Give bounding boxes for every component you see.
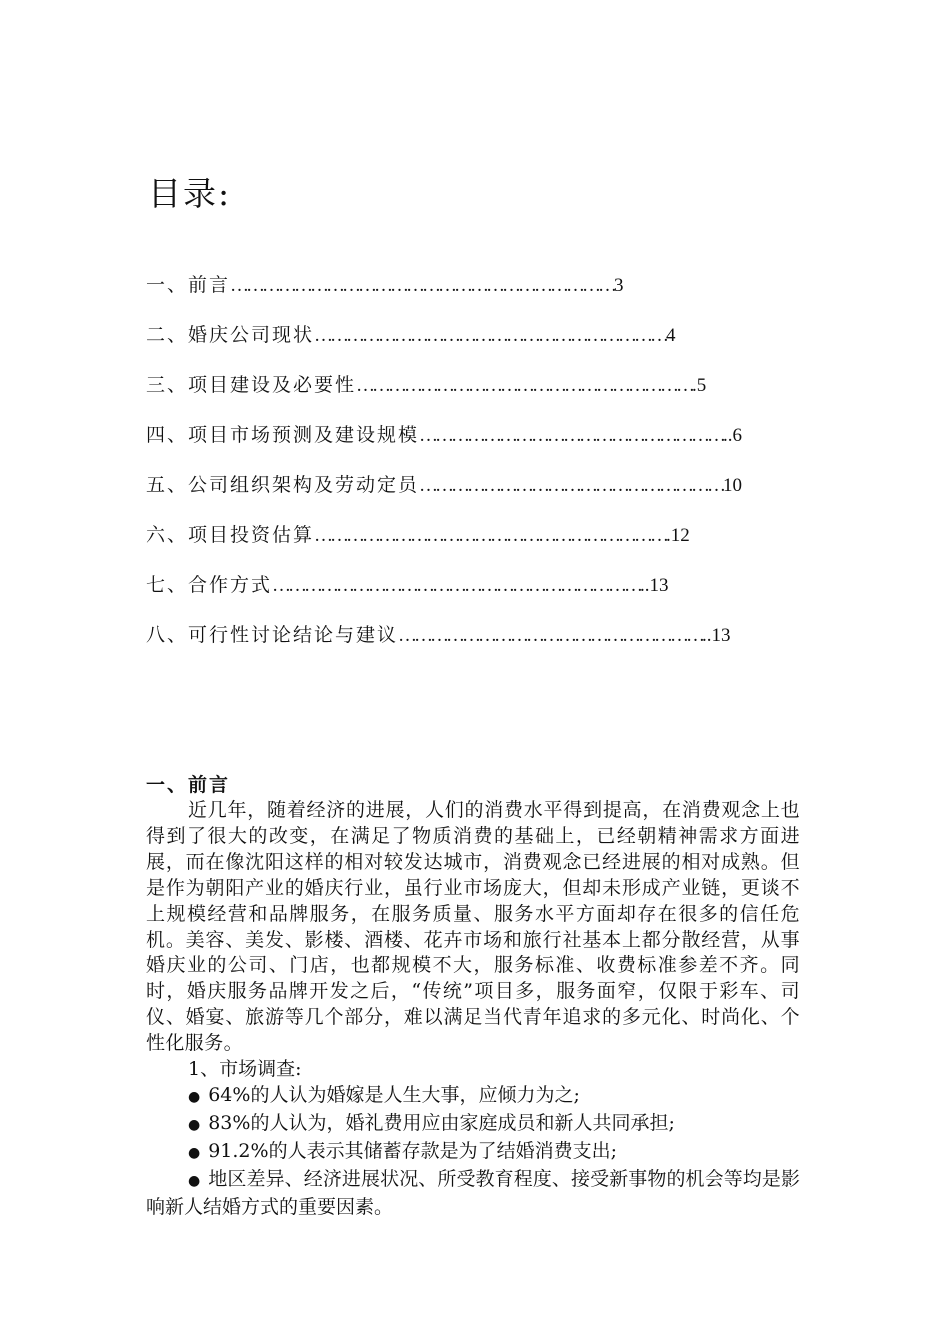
toc-entry (146, 420, 742, 470)
bullet-icon: ● (188, 1144, 201, 1161)
toc-entry-leader: ………………………………………………………… (314, 325, 667, 346)
toc-entry-page: ..13 (640, 575, 669, 596)
toc-entry-label: 八、可行性讨论结论与建议 (146, 624, 399, 646)
toc-entry (146, 470, 742, 520)
toc-entry-leader: ……………………………………………………… (356, 375, 693, 396)
list-item (146, 1139, 800, 1167)
toc-entry-label: 七、合作方式 (146, 574, 273, 596)
bullet-icon: ● (188, 1172, 201, 1189)
toc-entry-label: 二、婚庆公司现状 (146, 324, 315, 346)
bullet-list (146, 1083, 800, 1221)
toc-entry-leader: ………………………………………………… (419, 425, 724, 446)
list-item (146, 1167, 800, 1221)
toc-entry-page: .12 (666, 525, 690, 546)
preface-section (146, 772, 800, 1221)
toc-entry-leader: ………………………………………………… (398, 625, 703, 646)
toc-entry-leader: …………………………………………………………… (272, 575, 641, 596)
table-of-contents (146, 270, 742, 670)
toc-entry (146, 370, 742, 420)
toc-entry-label: 一、前言 (146, 274, 231, 296)
list-item-text: 地区差异、经济进展状况、所受教育程度、接受新事物的机会等均是影响新人结婚方式的重要因素。 (146, 1167, 800, 1218)
toc-entry-page: ..13 (702, 625, 731, 646)
list-item-text: 91.2%的人表示其储蓄存款是为了结婚消费支出; (208, 1139, 617, 1162)
toc-entry-page: 4 (666, 325, 676, 346)
toc-entry-page: 10 (723, 475, 743, 496)
toc-entry-leader: ………………………………………………………… (314, 525, 667, 546)
toc-entry-page: .5 (692, 375, 707, 396)
toc-entry (146, 620, 742, 670)
list-item-text: 83%的人认为，婚礼费用应由家庭成员和新人共同承担; (208, 1111, 675, 1134)
bullet-icon: ● (188, 1116, 201, 1133)
toc-entry (146, 270, 742, 320)
toc-entry (146, 520, 742, 570)
toc-entry-label: 六、项目投资估算 (146, 524, 315, 546)
subheading: 1、市场调查: (188, 1058, 302, 1081)
bullet-icon: ● (188, 1088, 201, 1105)
list-item (146, 1111, 800, 1139)
toc-entry-label: 五、公司组织架构及劳动定员 (146, 474, 420, 496)
body-paragraph: 近几年，随着经济的进展，人们的消费水平得到提高，在消费观念上也得到了很大的改变，在满足了物质消费的基础上，已经朝精神需求方面进展，而在像沈阳这样的相对较发达城市，消费观念已经进展的相对成熟。但是作为朝阳产业的婚庆行业，虽行业市场庞大，但却未形成产业链，更谈不上规模经营和品牌服务，在服务质量、服务水平方面却存在很多的信任危机。美容、美发、影楼、酒楼、花卉市场和旅行社基本上都分散经营，从事婚庆业的公司、门店，也都规模不大，服务标准、收费标准参差不齐。同时，婚庆服务品牌开发之后，“传统”项目多，服务面窄，仅限于彩车、司仪、婚宴、旅游等几个部分，难以满足当代青年追求的多元化、时尚化、个性化服务。 (146, 799, 800, 1055)
toc-entry-page: ..6 (723, 425, 743, 446)
list-item-text: 64%的人认为婚嫁是人生大事，应倾力为之; (208, 1083, 580, 1106)
toc-entry-label: 三、项目建设及必要性 (146, 374, 357, 396)
list-item (146, 1083, 800, 1111)
toc-entry-leader: ………………………………………………… (419, 475, 724, 496)
toc-entry-label: 四、项目市场预测及建设规模 (146, 424, 420, 446)
toc-entry (146, 320, 742, 370)
section-heading: 一、前言 (146, 774, 231, 796)
toc-entry (146, 570, 742, 620)
toc-title: 目录: (148, 174, 232, 213)
toc-entry-leader: ……………………………………………………………… (230, 275, 615, 296)
toc-entry-page: 3 (614, 275, 624, 296)
